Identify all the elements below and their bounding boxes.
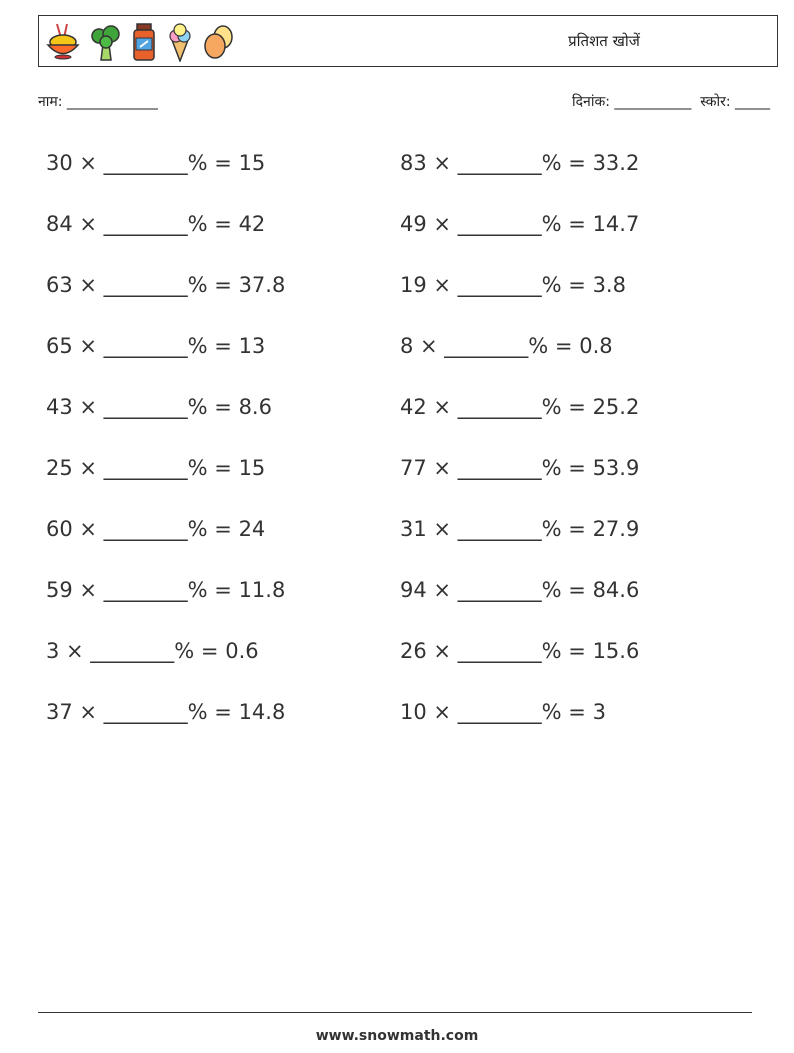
problem-item: 30 × ________% = 15 — [46, 151, 266, 175]
problem-item: 83 × ________% = 33.2 — [400, 151, 640, 175]
problem-item: 3 × ________% = 0.6 — [46, 639, 259, 663]
problem-item: 43 × ________% = 8.6 — [46, 395, 272, 419]
page-title: प्रतिशत खोजें — [568, 32, 640, 50]
rice-bowl-icon — [43, 22, 83, 62]
problem-item: 26 × ________% = 15.6 — [400, 639, 640, 663]
problem-item: 25 × ________% = 15 — [46, 456, 266, 480]
name-field: नाम: _____________ — [38, 94, 158, 110]
problem-item: 31 × ________% = 27.9 — [400, 517, 640, 541]
problem-item: 77 × ________% = 53.9 — [400, 456, 640, 480]
problem-item: 49 × ________% = 14.7 — [400, 212, 640, 236]
footer-divider — [38, 1012, 752, 1013]
ice-cream-cone-icon — [165, 22, 195, 62]
problem-item: 10 × ________% = 3 — [400, 700, 606, 724]
problem-item: 63 × ________% = 37.8 — [46, 273, 286, 297]
header-icons — [43, 22, 237, 62]
medicine-bottle-icon — [129, 22, 159, 62]
footer-site: www.snowmath.com — [315, 1028, 479, 1044]
problem-item: 59 × ________% = 11.8 — [46, 578, 286, 602]
problem-item: 94 × ________% = 84.6 — [400, 578, 640, 602]
problem-item: 60 × ________% = 24 — [46, 517, 266, 541]
date-score-field: दिनांक: ___________ स्कोर: _____ — [572, 94, 770, 110]
problem-item: 37 × ________% = 14.8 — [46, 700, 286, 724]
broccoli-icon — [89, 22, 123, 62]
problem-item: 8 × ________% = 0.8 — [400, 334, 613, 358]
problem-item: 84 × ________% = 42 — [46, 212, 266, 236]
problem-item: 42 × ________% = 25.2 — [400, 395, 640, 419]
problem-item: 65 × ________% = 13 — [46, 334, 266, 358]
worksheet-header — [38, 15, 778, 67]
eggs-icon — [201, 22, 237, 62]
problem-item: 19 × ________% = 3.8 — [400, 273, 626, 297]
